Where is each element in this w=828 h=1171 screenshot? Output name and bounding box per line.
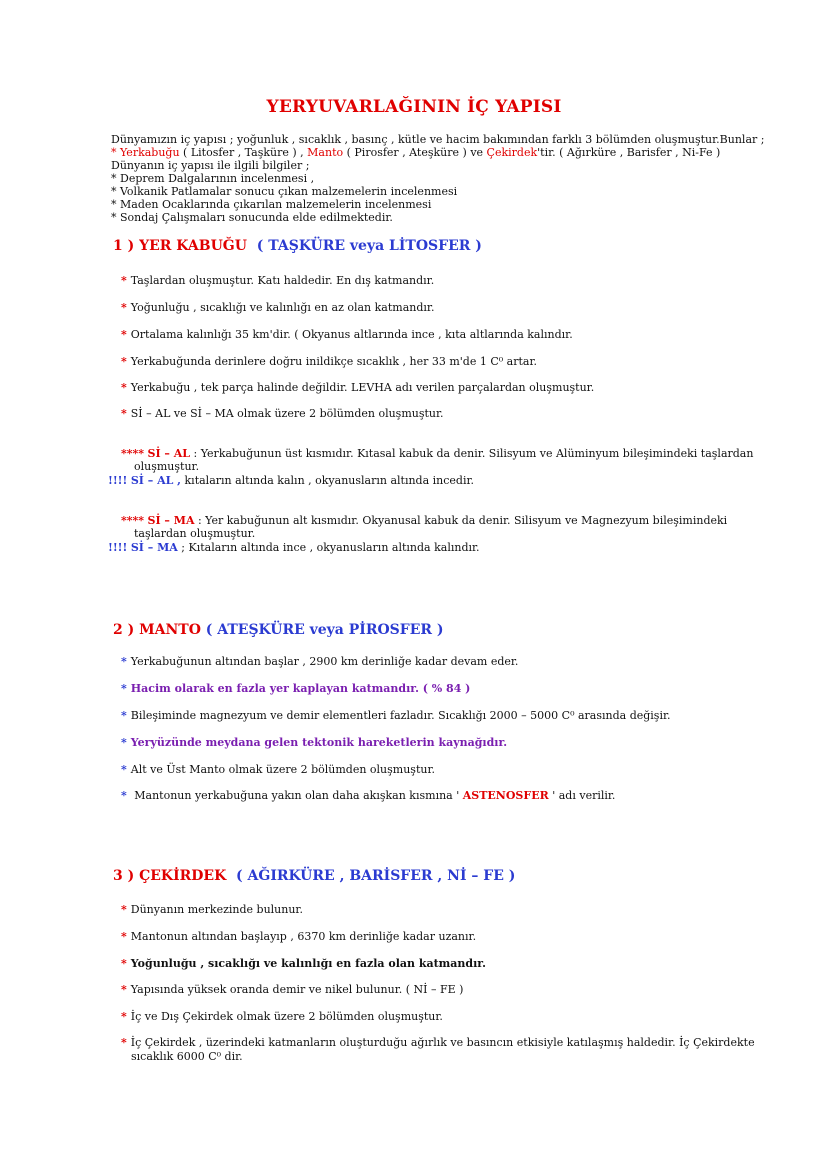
astenosfer-highlight: ASTENOSFER	[462, 789, 549, 802]
list-item: * İç Çekirdek , üzerindeki katmanların oluşturduğu ağırlık ve basıncın etkisiyle katılaşmış haldedir. İç Çekirdekte	[121, 1036, 755, 1049]
section-2-subtitle: ( ATEŞKÜRE veya PİROSFER )	[205, 622, 444, 638]
list-item: * Yoğunluğu , sıcaklığı ve kalınlığı en fazla olan katmandır.	[121, 957, 486, 970]
intro-line-5: * Volkanik Patlamalar sonucu çıkan malzemelerin incelenmesi	[111, 185, 458, 198]
intro-text-a: ( Litosfer , Taşküre ) ,	[179, 146, 308, 159]
list-item: * Bileşiminde magnezyum ve demir elementleri fazladır. Sıcaklığı 2000 – 5000 C⁰ arasında değişir.	[121, 709, 671, 722]
intro-line-2	[111, 146, 720, 159]
sial-note-label: Sİ – AL ,	[130, 474, 182, 487]
sial-definition-cont: oluşmuştur.	[134, 460, 200, 473]
sima-label: Sİ – MA	[147, 514, 195, 527]
page-title: YERYUVARLAĞININ İÇ YAPISI	[266, 97, 562, 117]
list-item: * Yeryüzünde meydana gelen tektonik hareketlerin kaynağıdır.	[121, 736, 508, 749]
list-item: * Dünyanın merkezinde bulunur.	[121, 903, 303, 916]
section-1-subtitle: ( TAŞKÜRE veya LİTOSFER )	[256, 238, 482, 254]
intro-yerkabugu: Yerkabuğu	[120, 146, 180, 159]
section-3-heading	[113, 868, 515, 884]
section-2-title: 2 ) MANTO	[113, 622, 201, 638]
sima-definition-cont: taşlardan oluşmuştur.	[134, 527, 256, 540]
intro-line-7: * Sondaj Çalışmaları sonucunda elde edilmektedir.	[111, 211, 393, 224]
sial-definition: **** Sİ – AL : Yerkabuğunun üst kısmıdır. Kıtasal kabuk da denir. Silisyum ve Alüminyum bileşimindeki taşlardan	[121, 447, 754, 460]
sima-note-label: Sİ – MA	[130, 541, 178, 554]
list-item: * Yerkabuğunun altından başlar , 2900 km derinliğe kadar devam eder.	[121, 655, 519, 668]
list-item: * İç ve Dış Çekirdek olmak üzere 2 bölümden oluşmuştur.	[121, 1010, 443, 1023]
list-item: * Taşlardan oluşmuştur. Katı haldedir. En dış katmandır.	[121, 274, 435, 287]
list-item: * Yapısında yüksek oranda demir ve nikel bulunur. ( Nİ – FE )	[121, 983, 464, 996]
list-item: * Mantonun yerkabuğuna yakın olan daha akışkan kısmına ' ASTENOSFER ' adı verilir.	[121, 789, 616, 802]
intro-star: *	[111, 146, 120, 159]
section-3-title: 3 ) ÇEKİRDEK	[113, 868, 227, 884]
list-item: * Alt ve Üst Manto olmak üzere 2 bölümden oluşmuştur.	[121, 763, 435, 776]
intro-line-6: * Maden Ocaklarında çıkarılan malzemelerin incelenmesi	[111, 198, 432, 211]
intro-text-c: 'tir. ( Ağırküre , Barisfer , Ni-Fe )	[537, 146, 721, 159]
intro-cekirdek: Çekirdek	[486, 146, 538, 159]
section-3-subtitle: ( AĞIRKÜRE , BARİSFER , Nİ – FE )	[236, 868, 516, 884]
intro-line-3: Dünyanın iç yapısı ile ilgili bilgiler ;	[111, 159, 310, 172]
list-item: * Yerkabuğu , tek parça halinde değildir. LEVHA adı verilen parçalardan oluşmuştur.	[121, 381, 595, 394]
list-item: * Yerkabuğunda derinlere doğru inildikçe sıcaklık , her 33 m'de 1 C⁰ artar.	[121, 355, 538, 368]
list-item: * Mantonun altından başlayıp , 6370 km derinliğe kadar uzanır.	[121, 930, 477, 943]
list-item: * Yoğunluğu , sıcaklığı ve kalınlığı en az olan katmandır.	[121, 301, 435, 314]
intro-line-1: Dünyamızın iç yapısı ; yoğunluk , sıcaklık , basınç , kütle ve hacim bakımından farklı 3 bölümden oluşmuştur.Bunlar ;	[111, 133, 765, 146]
section-2-heading	[113, 622, 444, 638]
intro-manto: Manto	[307, 146, 344, 159]
list-item-cont: sıcaklık 6000 C⁰ dir.	[131, 1050, 243, 1063]
sial-note: !!!! Sİ – AL , kıtaların altında kalın , okyanusların altında incedir.	[108, 474, 475, 487]
intro-text-b: ( Pirosfer , Ateşküre ) ve	[343, 146, 487, 159]
list-item: * Sİ – AL ve Sİ – MA olmak üzere 2 bölümden oluşmuştur.	[121, 407, 444, 420]
section-1-title: 1 ) YER KABUĞU	[113, 238, 247, 254]
section-1-heading	[113, 238, 482, 254]
sial-label: Sİ – AL	[147, 447, 191, 460]
list-item: * Hacim olarak en fazla yer kaplayan katmandır. ( % 84 )	[121, 682, 471, 695]
sima-note: !!!! Sİ – MA ; Kıtaların altında ince , okyanusların altında kalındır.	[108, 541, 480, 554]
intro-line-4: * Deprem Dalgalarının incelenmesi ,	[111, 172, 315, 185]
sima-definition: **** Sİ – MA : Yer kabuğunun alt kısmıdır. Okyanusal kabuk da denir. Silisyum ve Magnezyum bileşimindeki	[121, 514, 728, 527]
list-item: * Ortalama kalınlığı 35 km'dir. ( Okyanus altlarında ince , kıta altlarında kalındır.	[121, 328, 573, 341]
